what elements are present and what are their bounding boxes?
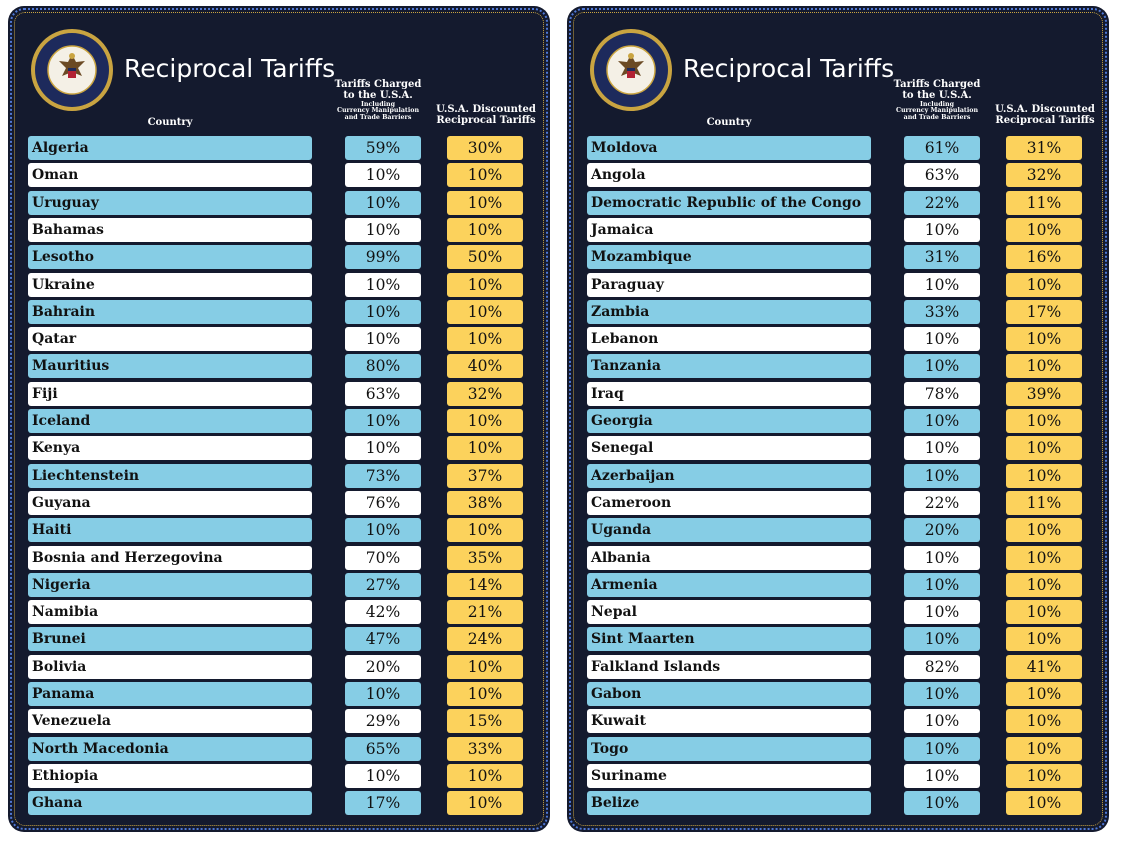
country-name: Algeria (28, 136, 312, 160)
tariff-charged-value: 63% (904, 163, 980, 187)
country-name: Ethiopia (28, 764, 312, 788)
table-row (8, 764, 550, 788)
tariff-panel-right (567, 6, 1109, 832)
table-row (8, 300, 550, 324)
country-name: Liechtenstein (28, 464, 312, 488)
tariff-charged-value: 10% (345, 218, 421, 242)
country-name: Albania (587, 546, 871, 570)
country-name: Togo (587, 737, 871, 761)
discounted-tariff-value: 10% (447, 409, 523, 433)
tariff-charged-value: 76% (345, 491, 421, 515)
country-name: Haiti (28, 518, 312, 542)
table-row (567, 436, 1109, 460)
table-row (8, 245, 550, 269)
header-discounted-line2: Reciprocal Tariffs (995, 114, 1095, 126)
table-row (8, 682, 550, 706)
tariff-charged-value: 82% (904, 655, 980, 679)
presidential-seal-icon (30, 28, 114, 112)
table-row (8, 627, 550, 651)
discounted-tariff-value: 41% (1006, 655, 1082, 679)
tariff-charged-value: 65% (345, 737, 421, 761)
discounted-tariff-value: 50% (447, 245, 523, 269)
table-row (567, 764, 1109, 788)
country-name: Brunei (28, 627, 312, 651)
header-charged-line5: and Trade Barriers (344, 114, 412, 122)
table-row (8, 382, 550, 406)
tariff-charged-value: 10% (904, 327, 980, 351)
tariff-charged-value: 10% (345, 682, 421, 706)
tariff-charged-value: 59% (345, 136, 421, 160)
header-charged-line2: to the U.S.A. (343, 89, 413, 101)
table-row (567, 354, 1109, 378)
presidential-seal-icon (589, 28, 673, 112)
tariff-charged-value: 10% (345, 518, 421, 542)
header-discounted-line2: Reciprocal Tariffs (436, 114, 536, 126)
country-name: Panama (28, 682, 312, 706)
discounted-tariff-value: 10% (1006, 218, 1082, 242)
discounted-tariff-value: 30% (447, 136, 523, 160)
table-row (8, 518, 550, 542)
table-row (567, 136, 1109, 160)
discounted-tariff-value: 10% (1006, 327, 1082, 351)
discounted-tariff-value: 10% (1006, 409, 1082, 433)
tariff-charged-value: 73% (345, 464, 421, 488)
table-row (567, 163, 1109, 187)
tariff-charged-value: 29% (345, 709, 421, 733)
country-name: Falkland Islands (587, 655, 871, 679)
country-name: North Macedonia (28, 737, 312, 761)
header-charged-line4: Currency Manipulation (895, 107, 979, 115)
country-name: Nepal (587, 600, 871, 624)
country-name: Ukraine (28, 273, 312, 297)
country-name: Bahrain (28, 300, 312, 324)
table-row (8, 218, 550, 242)
discounted-tariff-value: 10% (1006, 737, 1082, 761)
country-name: Zambia (587, 300, 871, 324)
tariff-charged-value: 78% (904, 382, 980, 406)
country-name: Lebanon (587, 327, 871, 351)
discounted-tariff-value: 33% (447, 737, 523, 761)
discounted-tariff-value: 21% (447, 600, 523, 624)
discounted-tariff-value: 32% (1006, 163, 1082, 187)
country-name: Kuwait (587, 709, 871, 733)
tariff-charged-value: 42% (345, 600, 421, 624)
header-charged-line4: Currency Manipulation (336, 107, 420, 115)
discounted-tariff-value: 10% (447, 163, 523, 187)
tariff-charged-value: 22% (904, 491, 980, 515)
tariff-charged-value: 10% (345, 436, 421, 460)
country-name: Venezuela (28, 709, 312, 733)
table-row (567, 682, 1109, 706)
tariff-charged-value: 10% (345, 409, 421, 433)
table-row (567, 409, 1109, 433)
discounted-tariff-value: 15% (447, 709, 523, 733)
discounted-tariff-value: 14% (447, 573, 523, 597)
discounted-tariff-value: 35% (447, 546, 523, 570)
discounted-tariff-value: 24% (447, 627, 523, 651)
table-row (8, 136, 550, 160)
header-country: Country (147, 117, 193, 128)
country-name: Nigeria (28, 573, 312, 597)
discounted-tariff-value: 10% (1006, 627, 1082, 651)
discounted-tariff-value: 10% (447, 300, 523, 324)
page-title: Reciprocal Tariffs (124, 54, 336, 83)
country-name: Tanzania (587, 354, 871, 378)
tariff-charged-value: 10% (904, 409, 980, 433)
table-row (567, 191, 1109, 215)
tariff-panel-left (8, 6, 550, 832)
country-name: Uruguay (28, 191, 312, 215)
table-row (567, 573, 1109, 597)
tariff-charged-value: 10% (904, 273, 980, 297)
country-name: Paraguay (587, 273, 871, 297)
country-name: Bahamas (28, 218, 312, 242)
discounted-tariff-value: 10% (447, 273, 523, 297)
tariff-charged-value: 10% (345, 191, 421, 215)
discounted-tariff-value: 39% (1006, 382, 1082, 406)
country-name: Belize (587, 791, 871, 815)
table-row (8, 600, 550, 624)
tariff-charged-value: 10% (904, 764, 980, 788)
country-name: Angola (587, 163, 871, 187)
tariff-charged-value: 20% (345, 655, 421, 679)
tariff-charged-value: 10% (904, 436, 980, 460)
tariff-charged-value: 10% (345, 327, 421, 351)
tariff-charged-value: 10% (904, 682, 980, 706)
tariff-charged-value: 10% (345, 163, 421, 187)
tariff-charged-value: 10% (904, 354, 980, 378)
discounted-tariff-value: 10% (447, 518, 523, 542)
country-name: Lesotho (28, 245, 312, 269)
header-charged-line5: and Trade Barriers (903, 114, 971, 122)
country-name: Iraq (587, 382, 871, 406)
header-charged-line3: Including (360, 100, 396, 108)
country-name: Bolivia (28, 655, 312, 679)
country-name: Qatar (28, 327, 312, 351)
header-charged-line1: Tariffs Charged (893, 79, 981, 90)
discounted-tariff-value: 10% (447, 218, 523, 242)
country-name: Cameroon (587, 491, 871, 515)
discounted-tariff-value: 31% (1006, 136, 1082, 160)
tariff-charged-value: 10% (904, 546, 980, 570)
table-row (8, 491, 550, 515)
tariff-charged-value: 10% (904, 573, 980, 597)
tariff-charged-value: 10% (904, 464, 980, 488)
page-title: Reciprocal Tariffs (683, 54, 895, 83)
discounted-tariff-value: 17% (1006, 300, 1082, 324)
country-name: Azerbaijan (587, 464, 871, 488)
table-row (8, 655, 550, 679)
header-discounted-tariffs (430, 105, 542, 127)
table-row (8, 791, 550, 815)
header-country: Country (706, 117, 752, 128)
header-discounted-line1: U.S.A. Discounted (995, 104, 1095, 115)
country-name: Uganda (587, 518, 871, 542)
discounted-tariff-value: 32% (447, 382, 523, 406)
country-name: Bosnia and Herzegovina (28, 546, 312, 570)
discounted-tariff-value: 10% (447, 764, 523, 788)
tariff-charged-value: 10% (904, 709, 980, 733)
discounted-tariff-value: 16% (1006, 245, 1082, 269)
country-name: Ghana (28, 791, 312, 815)
discounted-tariff-value: 10% (1006, 436, 1082, 460)
country-name: Iceland (28, 409, 312, 433)
discounted-tariff-value: 10% (1006, 764, 1082, 788)
table-row (567, 300, 1109, 324)
discounted-tariff-value: 10% (1006, 546, 1082, 570)
country-name: Moldova (587, 136, 871, 160)
discounted-tariff-value: 10% (1006, 682, 1082, 706)
header-charged-line2: to the U.S.A. (902, 89, 972, 101)
discounted-tariff-value: 10% (447, 682, 523, 706)
discounted-tariff-value: 40% (447, 354, 523, 378)
header-tariffs-charged (893, 80, 981, 122)
tariff-charged-value: 10% (904, 600, 980, 624)
country-name: Oman (28, 163, 312, 187)
table-row (567, 600, 1109, 624)
tariff-charged-value: 47% (345, 627, 421, 651)
tariff-charged-value: 63% (345, 382, 421, 406)
country-name: Guyana (28, 491, 312, 515)
table-row (8, 273, 550, 297)
country-name: Sint Maarten (587, 627, 871, 651)
tariff-charged-value: 80% (345, 354, 421, 378)
country-name: Democratic Republic of the Congo (587, 191, 871, 215)
header-tariffs-charged (334, 80, 422, 122)
discounted-tariff-value: 10% (1006, 273, 1082, 297)
country-name: Jamaica (587, 218, 871, 242)
header-charged-line1: Tariffs Charged (334, 79, 422, 90)
tariff-charged-value: 10% (904, 791, 980, 815)
country-name: Kenya (28, 436, 312, 460)
discounted-tariff-value: 10% (447, 436, 523, 460)
country-name: Senegal (587, 436, 871, 460)
discounted-tariff-value: 10% (447, 791, 523, 815)
discounted-tariff-value: 10% (1006, 600, 1082, 624)
table-row (567, 327, 1109, 351)
tariff-charged-value: 33% (904, 300, 980, 324)
table-row (567, 491, 1109, 515)
country-name: Gabon (587, 682, 871, 706)
table-row (8, 436, 550, 460)
discounted-tariff-value: 11% (1006, 191, 1082, 215)
tariff-charged-value: 10% (904, 218, 980, 242)
country-name: Mozambique (587, 245, 871, 269)
discounted-tariff-value: 10% (447, 191, 523, 215)
tariff-charged-value: 10% (345, 764, 421, 788)
country-name: Georgia (587, 409, 871, 433)
table-row (8, 163, 550, 187)
country-name: Namibia (28, 600, 312, 624)
table-row (8, 709, 550, 733)
header-discounted-line1: U.S.A. Discounted (436, 104, 536, 115)
tariff-charged-value: 10% (904, 737, 980, 761)
tariff-charged-value: 70% (345, 546, 421, 570)
header-charged-line3: Including (919, 100, 955, 108)
discounted-tariff-value: 10% (1006, 709, 1082, 733)
tariff-charged-value: 10% (345, 273, 421, 297)
table-row (8, 354, 550, 378)
table-row (567, 546, 1109, 570)
country-name: Suriname (587, 764, 871, 788)
discounted-tariff-value: 10% (1006, 464, 1082, 488)
table-row (8, 573, 550, 597)
table-row (567, 709, 1109, 733)
country-name: Fiji (28, 382, 312, 406)
discounted-tariff-value: 38% (447, 491, 523, 515)
discounted-tariff-value: 10% (1006, 518, 1082, 542)
tariff-charged-value: 10% (345, 300, 421, 324)
tariff-charged-value: 27% (345, 573, 421, 597)
discounted-tariff-value: 10% (1006, 573, 1082, 597)
table-row (8, 409, 550, 433)
discounted-tariff-value: 37% (447, 464, 523, 488)
discounted-tariff-value: 10% (1006, 791, 1082, 815)
discounted-tariff-value: 10% (447, 655, 523, 679)
table-row (8, 546, 550, 570)
table-row (567, 382, 1109, 406)
country-name: Armenia (587, 573, 871, 597)
table-row (567, 218, 1109, 242)
table-row (567, 791, 1109, 815)
table-row (567, 627, 1109, 651)
tariff-charged-value: 99% (345, 245, 421, 269)
country-name: Mauritius (28, 354, 312, 378)
discounted-tariff-value: 11% (1006, 491, 1082, 515)
table-row (567, 737, 1109, 761)
table-row (567, 245, 1109, 269)
discounted-tariff-value: 10% (1006, 354, 1082, 378)
tariff-charged-value: 10% (904, 627, 980, 651)
tariff-charged-value: 31% (904, 245, 980, 269)
header-discounted-tariffs (989, 105, 1101, 127)
tariff-charged-value: 22% (904, 191, 980, 215)
table-row (567, 518, 1109, 542)
discounted-tariff-value: 10% (447, 327, 523, 351)
tariff-charged-value: 17% (345, 791, 421, 815)
tariff-charged-value: 61% (904, 136, 980, 160)
table-row (8, 191, 550, 215)
table-row (567, 464, 1109, 488)
table-row (567, 655, 1109, 679)
table-row (8, 327, 550, 351)
table-row (567, 273, 1109, 297)
table-row (8, 737, 550, 761)
tariff-charged-value: 20% (904, 518, 980, 542)
table-row (8, 464, 550, 488)
